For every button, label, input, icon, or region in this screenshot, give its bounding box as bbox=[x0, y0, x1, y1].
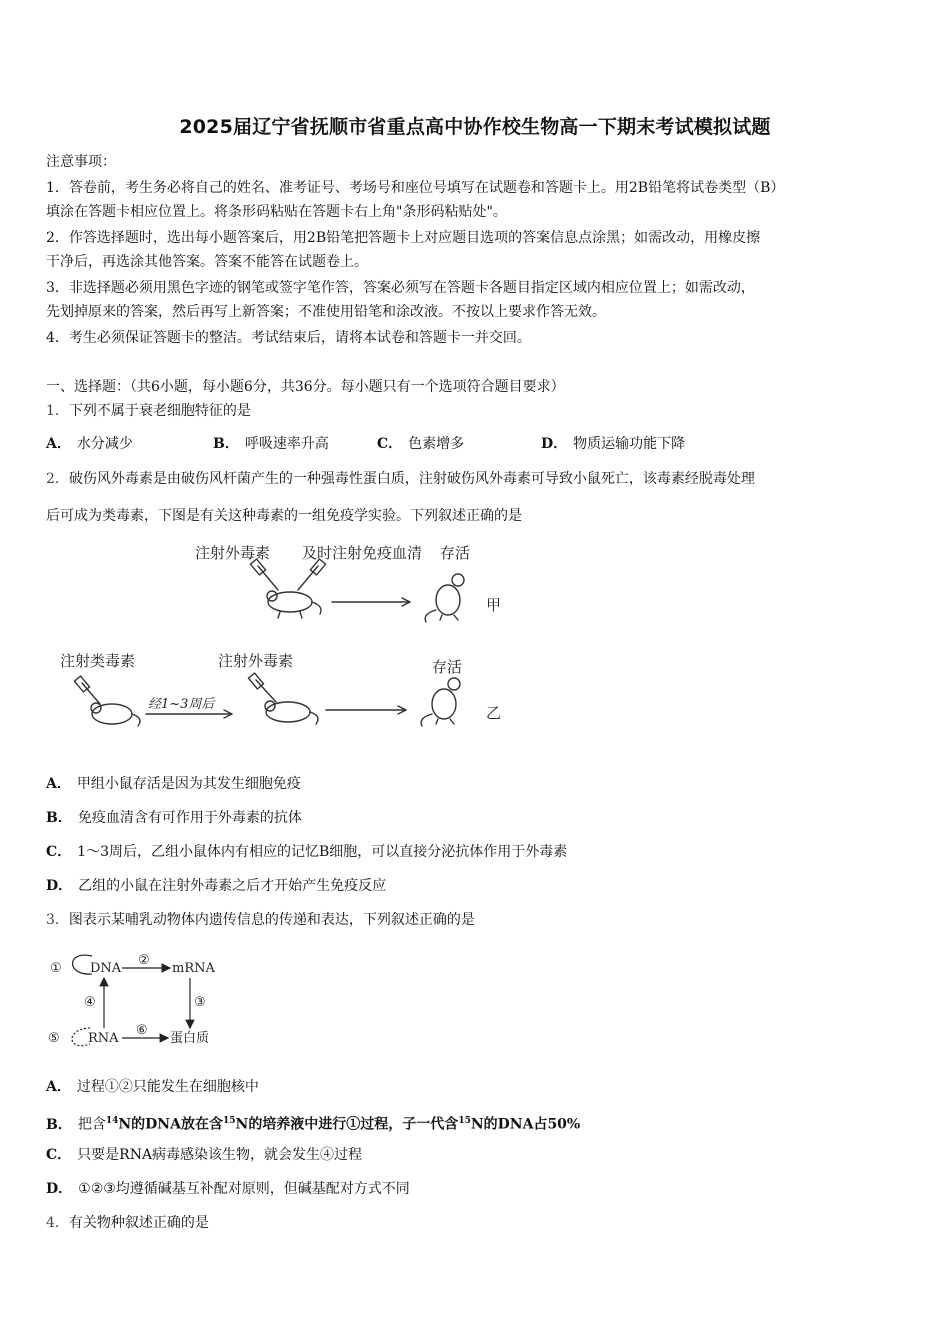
q1-option-b[interactable] bbox=[213, 434, 329, 454]
question-3 bbox=[46, 910, 475, 930]
option-text: ①②③均遵循碱基互补配对原则，但碱基配对方式不同 bbox=[78, 1181, 410, 1197]
option-label: A． bbox=[46, 776, 71, 792]
option-text-part: N的DNA放在含 bbox=[118, 1116, 223, 1133]
label-inject-toxin: 注射外毒素 bbox=[195, 544, 271, 562]
question-stem: 有关物种叙述正确的是 bbox=[68, 1215, 209, 1231]
option-label: C． bbox=[46, 844, 72, 860]
mouse-standing-icon bbox=[425, 574, 464, 622]
option-text: 甲组小鼠存活是因为其发生细胞免疫 bbox=[76, 776, 301, 792]
label-rna: RNA bbox=[88, 1031, 119, 1046]
option-text-part: N的培养液中进行①过程，子一代含 bbox=[235, 1116, 459, 1133]
option-text: 色素增多 bbox=[408, 436, 465, 452]
notice-item-4: 4．考生必须保证答题卡的整洁。考试结束后，请将本试卷和答题卡一并交回。 bbox=[46, 330, 531, 346]
label-group-a: 甲 bbox=[486, 596, 502, 614]
q3-option-d[interactable] bbox=[46, 1179, 410, 1199]
mouse-lying-icon bbox=[91, 703, 140, 726]
q2-option-a[interactable] bbox=[46, 774, 301, 794]
arrow-icon bbox=[326, 706, 406, 714]
q2-option-d[interactable] bbox=[46, 876, 386, 896]
option-text: 乙组的小鼠在注射外毒素之后才开始产生免疫反应 bbox=[78, 878, 387, 894]
option-label: D． bbox=[46, 878, 73, 894]
immunology-experiment-figure bbox=[50, 538, 520, 738]
label-inject-toxin-bottom: 注射外毒素 bbox=[218, 652, 294, 670]
label-protein: 蛋白质 bbox=[170, 1031, 210, 1046]
option-label: B． bbox=[46, 810, 72, 826]
question-2-line-1 bbox=[46, 469, 755, 489]
option-label: D． bbox=[46, 1181, 73, 1197]
label-process-2: ② bbox=[138, 953, 150, 968]
q2-option-b[interactable] bbox=[46, 808, 302, 828]
question-1 bbox=[46, 401, 251, 421]
question-number: 4． bbox=[46, 1215, 69, 1231]
section-heading: 一、选择题：（共6小题，每小题6分，共36分。每小题只有一个选项符合题目要求） bbox=[46, 379, 565, 395]
question-stem: 破伤风外毒素是由破伤风杆菌产生的一种强毒性蛋白质，注射破伤风外毒素可导致小鼠死亡，该毒素经脱毒处理 bbox=[68, 471, 755, 487]
label-process-3: ③ bbox=[194, 995, 206, 1010]
page-title: 2025届辽宁省抚顺市省重点高中协作校生物高一下期末考试模拟试题 bbox=[179, 116, 771, 138]
option-label: B． bbox=[46, 1116, 72, 1133]
q3-option-c[interactable] bbox=[46, 1145, 362, 1165]
label-process-6: ⑥ bbox=[136, 1023, 148, 1038]
question-stem: 图表示某哺乳动物体内遗传信息的传递和表达，下列叙述正确的是 bbox=[68, 912, 475, 928]
option-text: 物质运输功能下降 bbox=[573, 436, 686, 452]
label-process-1: ① bbox=[50, 961, 62, 976]
label-inject-serum: 及时注射免疫血清 bbox=[302, 544, 423, 562]
question-number: 1． bbox=[46, 403, 69, 419]
notice-item-1-line-1: 1．答卷前，考生务必将自己的姓名、准考证号、考场号和座位号填写在试题卷和答题卡上。用2B铅笔将试卷类型（B） bbox=[46, 180, 785, 196]
genetic-information-flow-diagram bbox=[44, 948, 234, 1058]
mouse-lying-icon bbox=[267, 591, 321, 618]
question-number: 3． bbox=[46, 912, 69, 928]
label-mrna: mRNA bbox=[172, 961, 215, 976]
q3-option-a[interactable] bbox=[46, 1077, 259, 1097]
isotope-superscript: 14 bbox=[105, 1116, 119, 1126]
notice-item-3-line-2: 先划掉原来的答案，然后再写上新答案；不准使用铅笔和涂改液。不按以上要求作答无效。 bbox=[46, 304, 606, 320]
option-text-part: 把含 bbox=[77, 1116, 106, 1133]
notice-item-3-line-1: 3．非选择题必须用黑色字迹的钢笔或签字笔作答，答案必须写在答题卡各题目指定区域内相应位置上；如需改动， bbox=[46, 280, 755, 296]
option-text: 1～3周后，乙组小鼠体内有相应的记忆B细胞，可以直接分泌抗体作用于外毒素 bbox=[77, 844, 568, 860]
option-text: 水分减少 bbox=[76, 436, 133, 452]
option-label: C． bbox=[46, 1147, 72, 1163]
syringe-icon bbox=[250, 559, 278, 590]
q1-option-d[interactable] bbox=[541, 434, 685, 454]
notice-heading: 注意事项： bbox=[46, 154, 116, 170]
option-label: C． bbox=[377, 436, 403, 452]
label-group-b: 乙 bbox=[486, 704, 502, 722]
option-text: 呼吸速率升高 bbox=[244, 436, 329, 452]
q3-option-b[interactable] bbox=[46, 1111, 580, 1135]
option-label: A． bbox=[46, 436, 71, 452]
arrow-icon bbox=[332, 598, 410, 606]
label-dna: DNA bbox=[90, 961, 122, 976]
syringe-icon bbox=[248, 673, 276, 702]
label-after-weeks: 经1~3周后 bbox=[148, 697, 215, 712]
mouse-lying-icon bbox=[265, 701, 318, 724]
question-number: 2． bbox=[46, 471, 69, 487]
q1-option-c[interactable] bbox=[377, 434, 464, 454]
option-label: D． bbox=[541, 436, 568, 452]
option-text: 免疫血清含有可作用于外毒素的抗体 bbox=[77, 810, 302, 826]
option-label: A． bbox=[46, 1079, 71, 1095]
option-text: 过程①②只能发生在细胞核中 bbox=[76, 1079, 259, 1095]
notice-item-1-line-2: 填涂在答题卡相应位置上。将条形码粘贴在答题卡右上角"条形码粘贴处"。 bbox=[46, 204, 507, 220]
mouse-standing-icon bbox=[421, 678, 460, 726]
q1-option-a[interactable] bbox=[46, 434, 133, 454]
question-2-line-2: 后可成为类毒素，下图是有关这种毒素的一组免疫学实验。下列叙述正确的是 bbox=[46, 508, 522, 524]
syringe-icon bbox=[74, 676, 100, 704]
question-4 bbox=[46, 1213, 209, 1233]
isotope-superscript: 15 bbox=[458, 1116, 471, 1126]
notice-item-2-line-2: 干净后，再选涂其他答案。答案不能答在试题卷上。 bbox=[46, 254, 368, 270]
option-label: B． bbox=[213, 436, 239, 452]
label-inject-toxoid: 注射类毒素 bbox=[60, 652, 136, 670]
notice-item-2-line-1: 2．作答选择题时，选出每小题答案后，用2B铅笔把答题卡上对应题目选项的答案信息点涂黑；如需改动，用橡皮擦 bbox=[46, 230, 761, 246]
option-text: 只要是RNA病毒感染该生物，就会发生④过程 bbox=[77, 1147, 363, 1163]
syringe-icon bbox=[298, 559, 326, 590]
label-survive-top: 存活 bbox=[440, 544, 471, 562]
isotope-superscript: 15 bbox=[222, 1116, 236, 1126]
question-stem: 下列不属于衰老细胞特征的是 bbox=[68, 403, 251, 419]
q2-option-c[interactable] bbox=[46, 842, 567, 862]
label-survive-bottom: 存活 bbox=[432, 658, 463, 676]
option-text-part: N的DNA占50% bbox=[470, 1116, 581, 1133]
label-process-5: ⑤ bbox=[48, 1031, 60, 1046]
label-process-4: ④ bbox=[84, 995, 96, 1010]
